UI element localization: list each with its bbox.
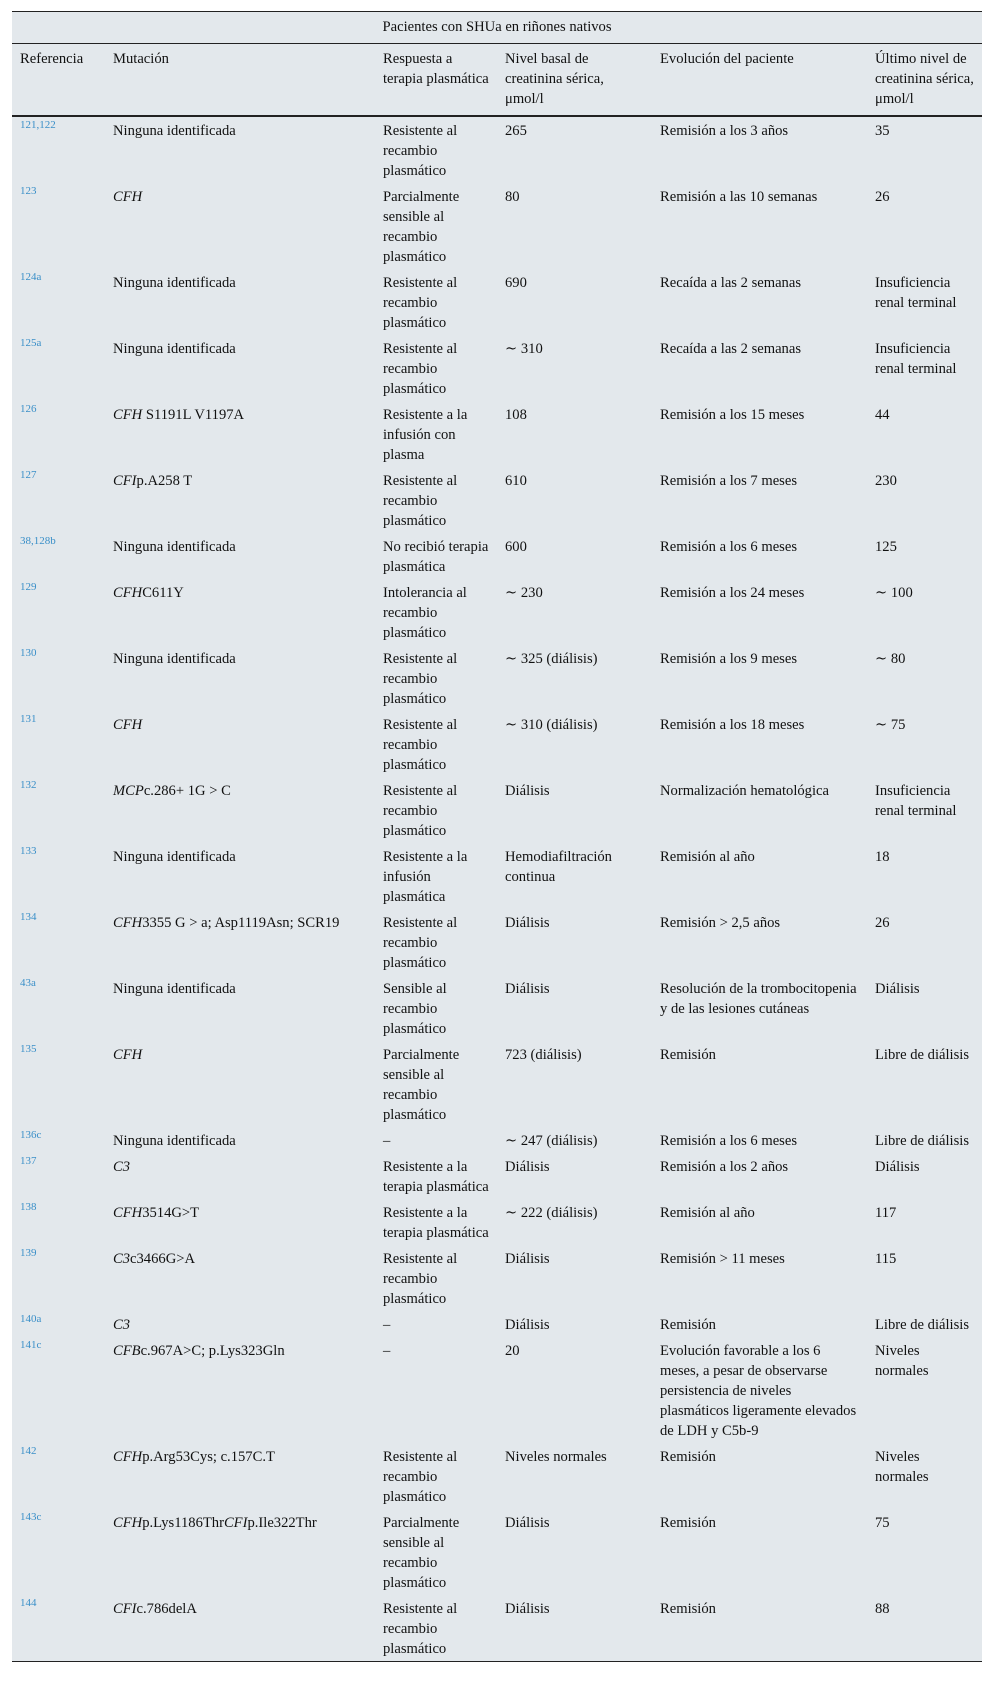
basal-creatinine-cell: 723 (diálisis) xyxy=(505,1047,582,1063)
table-row xyxy=(12,335,982,401)
gene-name: MCP xyxy=(113,783,144,799)
evolution-cell: Remisión a los 15 meses xyxy=(660,407,805,423)
gene-name: CFB xyxy=(113,1343,141,1359)
basal-creatinine-cell: 108 xyxy=(505,407,527,423)
table-row xyxy=(12,975,982,1041)
mutation-detail: Ninguna identificada xyxy=(113,539,236,555)
table-row xyxy=(12,843,982,909)
evolution-cell: Remisión a los 18 meses xyxy=(660,717,805,733)
mutation-cell xyxy=(105,645,375,711)
reference-link[interactable]: 142 xyxy=(20,1445,37,1457)
evolution-cell: Resolución de la trombocitopenia y de las lesiones cutáneas xyxy=(660,981,857,1017)
gene-name: CFH xyxy=(113,407,143,423)
response-cell: Parcialmente sensible al recambio plasmático xyxy=(383,1047,460,1123)
table-row xyxy=(12,1337,982,1443)
basal-creatinine-cell: Niveles normales xyxy=(505,1449,607,1465)
basal-creatinine-cell: Diálisis xyxy=(505,915,550,931)
reference-link[interactable]: 124a xyxy=(20,271,42,283)
response-cell: – xyxy=(383,1343,391,1359)
basal-creatinine-cell: ∼ 310 (diálisis) xyxy=(505,717,598,733)
reference-link[interactable]: 131 xyxy=(20,713,37,725)
evolution-cell: Remisión xyxy=(660,1515,716,1531)
mutation-cell xyxy=(105,1041,375,1127)
last-creatinine-cell: ∼ 80 xyxy=(875,651,906,667)
response-cell: Resistente al recambio plasmático xyxy=(383,783,458,839)
basal-creatinine-cell: ∼ 325 (diálisis) xyxy=(505,651,598,667)
mutation-cell xyxy=(105,975,375,1041)
reference-link[interactable]: 132 xyxy=(20,779,37,791)
gene-name: CFI xyxy=(113,473,137,489)
response-cell: Parcialmente sensible al recambio plasmático xyxy=(383,1515,460,1591)
response-cell: Resistente al recambio plasmático xyxy=(383,341,458,397)
mutation-cell xyxy=(105,401,375,467)
reference-link[interactable]: 127 xyxy=(20,469,37,481)
mutation-detail: p.Lys1186Thr xyxy=(142,1515,224,1531)
last-creatinine-cell: ∼ 100 xyxy=(875,585,913,601)
response-cell: Resistente al recambio plasmático xyxy=(383,651,458,707)
last-creatinine-cell: Diálisis xyxy=(875,1159,920,1175)
mutation-cell xyxy=(105,533,375,579)
last-creatinine-cell: Libre de diálisis xyxy=(875,1047,970,1063)
gene-name: CFI xyxy=(223,1515,248,1531)
table-container xyxy=(12,11,982,1662)
mutation-cell xyxy=(105,467,375,533)
evolution-cell: Remisión a los 6 meses xyxy=(660,539,798,555)
gene-name: CFH xyxy=(113,189,143,205)
response-cell: Resistente a la infusión plasmática xyxy=(383,849,468,905)
table-row xyxy=(12,711,982,777)
mutation-cell xyxy=(105,1595,375,1662)
evolution-cell: Remisión a los 24 meses xyxy=(660,585,805,601)
last-creatinine-cell: 75 xyxy=(875,1515,890,1531)
reference-link[interactable]: 133 xyxy=(20,845,37,857)
reference-link[interactable]: 125a xyxy=(20,337,42,349)
response-cell: Resistente al recambio plasmático xyxy=(383,915,458,971)
evolution-cell: Remisión a las 10 semanas xyxy=(660,189,818,205)
response-cell: Resistente a la terapia plasmática xyxy=(383,1205,489,1241)
evolution-cell: Remisión xyxy=(652,1595,867,1662)
table-row xyxy=(12,579,982,645)
evolution-cell: Remisión xyxy=(660,1449,716,1465)
gene-name: C3 xyxy=(113,1317,131,1333)
mutation-detail: c3466G>A xyxy=(130,1251,196,1267)
table-row xyxy=(12,1041,982,1127)
mutation-cell xyxy=(105,843,375,909)
evolution-cell: Remisión a los 7 meses xyxy=(660,473,798,489)
reference-link[interactable]: 144 xyxy=(12,1595,105,1662)
reference-link[interactable]: 137 xyxy=(20,1155,37,1167)
mutation-detail: c.786delA xyxy=(136,1601,197,1617)
response-cell: Resistente al recambio plasmático xyxy=(375,1595,497,1662)
reference-link[interactable]: 38,128b xyxy=(20,535,56,547)
last-creatinine-cell: 125 xyxy=(875,539,897,555)
table-row xyxy=(12,1245,982,1311)
basal-creatinine-cell: Diálisis xyxy=(505,1515,550,1531)
mutation-detail: Ninguna identificada xyxy=(113,1133,236,1149)
evolution-cell: Normalización hematológica xyxy=(660,783,829,799)
reference-link[interactable]: 135 xyxy=(20,1043,37,1055)
table-row xyxy=(12,777,982,843)
evolution-cell: Remisión > 11 meses xyxy=(660,1251,785,1267)
basal-creatinine-cell: Diálisis xyxy=(505,981,550,997)
response-cell: Intolerancia al recambio plasmático xyxy=(383,585,467,641)
response-cell: No recibió terapia plasmática xyxy=(383,539,489,575)
mutation-detail: 3355 G > a; Asp1119Asn; SCR19 xyxy=(142,915,340,931)
table-row xyxy=(12,183,982,269)
response-cell: Resistente al recambio plasmático xyxy=(383,275,458,331)
last-creatinine-cell: Libre de diálisis xyxy=(875,1317,970,1333)
response-cell: Resistente al recambio plasmático xyxy=(383,717,458,773)
reference-link[interactable]: 139 xyxy=(20,1247,37,1259)
last-creatinine-cell: 26 xyxy=(875,915,890,931)
reference-link[interactable]: 121,122 xyxy=(20,119,56,131)
reference-link[interactable]: 130 xyxy=(20,647,37,659)
response-cell: Resistente al recambio plasmático xyxy=(383,1449,458,1505)
last-creatinine-cell: Insuficiencia renal terminal xyxy=(875,783,957,819)
header-referencia: Referencia xyxy=(12,44,105,117)
response-cell: Resistente a la infusión con plasma xyxy=(383,407,468,463)
mutation-cell xyxy=(105,335,375,401)
last-creatinine-cell: 230 xyxy=(875,473,897,489)
header-evolucion: Evolución del paciente xyxy=(652,44,867,117)
mutation-cell xyxy=(105,1509,375,1595)
basal-creatinine-cell: ∼ 222 (diálisis) xyxy=(505,1205,598,1221)
gene-name: C3 xyxy=(113,1159,131,1175)
reference-link[interactable]: 129 xyxy=(20,581,37,593)
table-row xyxy=(12,533,982,579)
evolution-cell: Remisión a los 2 años xyxy=(660,1159,789,1175)
mutation-detail: c.967A>C; p.Lys323Gln xyxy=(140,1343,285,1359)
evolution-cell: Recaída a las 2 semanas xyxy=(660,341,802,357)
mutation-cell xyxy=(105,116,375,183)
reference-link[interactable]: 134 xyxy=(20,911,37,923)
evolution-cell: Remisión a los 9 meses xyxy=(660,651,798,667)
table-row xyxy=(12,467,982,533)
evolution-cell: Remisión a los 3 años xyxy=(660,123,789,139)
table-caption: Pacientes con SHUa en riñones nativos xyxy=(12,12,982,44)
reference-link[interactable]: 136c xyxy=(20,1129,42,1141)
last-creatinine-cell: Insuficiencia renal terminal xyxy=(875,275,957,311)
basal-creatinine-cell: ∼ 310 xyxy=(505,341,543,357)
gene-name: CFH xyxy=(113,585,143,601)
mutation-cell xyxy=(105,579,375,645)
mutation-cell xyxy=(105,183,375,269)
reference-link[interactable]: 138 xyxy=(20,1201,37,1213)
mutation-cell xyxy=(105,1311,375,1337)
last-creatinine-cell: Niveles normales xyxy=(875,1449,929,1485)
basal-creatinine-cell: 80 xyxy=(505,189,520,205)
mutation-cell xyxy=(105,1245,375,1311)
response-cell: Resistente a la terapia plasmática xyxy=(383,1159,489,1195)
reference-link[interactable]: 123 xyxy=(20,185,37,197)
reference-link[interactable]: 140a xyxy=(20,1313,42,1325)
basal-creatinine-cell: 20 xyxy=(505,1343,520,1359)
last-creatinine-cell: Insuficiencia renal terminal xyxy=(875,341,957,377)
basal-creatinine-cell: Diálisis xyxy=(497,1595,652,1662)
header-mutacion: Mutación xyxy=(105,44,375,117)
basal-creatinine-cell: Diálisis xyxy=(505,1317,550,1333)
table-header-row xyxy=(12,44,982,117)
mutation-detail: c.286+ 1G > C xyxy=(143,783,231,799)
last-creatinine-cell: Diálisis xyxy=(875,981,920,997)
mutation-detail: Ninguna identificada xyxy=(113,849,236,865)
header-ultimo-nivel: Último nivel de creatinina sérica, μmol/l xyxy=(867,44,982,117)
mutation-detail: Ninguna identificada xyxy=(113,651,236,667)
mutation-detail: Ninguna identificada xyxy=(113,275,236,291)
mutation-detail: 3514G>T xyxy=(142,1205,200,1221)
mutation-cell xyxy=(105,777,375,843)
reference-link[interactable]: 141c xyxy=(20,1339,42,1351)
reference-link[interactable]: 126 xyxy=(20,403,37,415)
mutation-cell xyxy=(105,1337,375,1443)
header-respuesta: Respuesta a terapia plasmática xyxy=(375,44,497,117)
mutation-detail: Ninguna identificada xyxy=(113,341,236,357)
table-row xyxy=(12,1595,982,1662)
table-caption-row xyxy=(12,12,982,44)
evolution-cell: Remisión > 2,5 años xyxy=(660,915,781,931)
response-cell: Resistente al recambio plasmático xyxy=(383,1251,458,1307)
evolution-cell: Recaída a las 2 semanas xyxy=(660,275,802,291)
response-cell: Parcialmente sensible al recambio plasmático xyxy=(383,189,460,265)
last-creatinine-cell: Libre de diálisis xyxy=(875,1133,970,1149)
mutation-cell xyxy=(105,1443,375,1509)
mutation-detail: p.A258 T xyxy=(136,473,193,489)
table-row xyxy=(12,1311,982,1337)
table-row xyxy=(12,645,982,711)
response-cell: – xyxy=(383,1317,391,1333)
evolution-cell: Remisión a los 6 meses xyxy=(660,1133,798,1149)
reference-link[interactable]: 143c xyxy=(20,1511,42,1523)
table-row xyxy=(12,1509,982,1595)
data-table xyxy=(12,11,982,1662)
basal-creatinine-cell: Diálisis xyxy=(505,783,550,799)
mutation-detail: Ninguna identificada xyxy=(113,981,236,997)
response-cell: Sensible al recambio plasmático xyxy=(383,981,447,1037)
mutation-detail: S1191L V1197A xyxy=(142,407,245,423)
gene-name: CFI xyxy=(113,1601,137,1617)
table-row xyxy=(12,1127,982,1153)
last-creatinine-cell: 44 xyxy=(875,407,890,423)
evolution-cell: Remisión al año xyxy=(660,1205,755,1221)
mutation-cell xyxy=(105,711,375,777)
mutation-detail: Ninguna identificada xyxy=(113,123,236,139)
last-creatinine-cell: 18 xyxy=(875,849,890,865)
basal-creatinine-cell: Diálisis xyxy=(505,1159,550,1175)
gene-name: CFH xyxy=(113,915,143,931)
last-creatinine-cell: 26 xyxy=(875,189,890,205)
reference-link[interactable]: 43a xyxy=(20,977,36,989)
basal-creatinine-cell: 610 xyxy=(505,473,527,489)
table-row xyxy=(12,1153,982,1199)
mutation-detail: C611Y xyxy=(142,585,184,601)
basal-creatinine-cell: ∼ 230 xyxy=(505,585,543,601)
response-cell: Resistente al recambio plasmático xyxy=(383,473,458,529)
evolution-cell: Evolución favorable a los 6 meses, a pesar de observarse persistencia de niveles plasmáticos ligeramente elevados de LDH y C5b-9 xyxy=(660,1343,857,1439)
mutation-detail: p.Arg53Cys; c.157C.T xyxy=(142,1449,275,1465)
response-cell: – xyxy=(383,1133,391,1149)
mutation-cell xyxy=(105,1127,375,1153)
table-row xyxy=(12,401,982,467)
basal-creatinine-cell: 265 xyxy=(505,123,527,139)
gene-name: CFH xyxy=(113,1449,143,1465)
gene-name: C3 xyxy=(113,1251,131,1267)
last-creatinine-cell: 117 xyxy=(875,1205,897,1221)
mutation-cell xyxy=(105,269,375,335)
mutation-detail: p.Ile322Thr xyxy=(247,1515,317,1531)
last-creatinine-cell: Niveles normales xyxy=(875,1343,929,1379)
evolution-cell: Remisión al año xyxy=(660,849,755,865)
last-creatinine-cell: 115 xyxy=(875,1251,897,1267)
evolution-cell: Remisión xyxy=(660,1047,716,1063)
response-cell: Resistente al recambio plasmático xyxy=(383,123,458,179)
basal-creatinine-cell: Hemodiafiltración continua xyxy=(505,849,612,885)
basal-creatinine-cell: ∼ 247 (diálisis) xyxy=(505,1133,598,1149)
gene-name: CFH xyxy=(113,717,143,733)
evolution-cell: Remisión xyxy=(660,1317,716,1333)
mutation-cell xyxy=(105,909,375,975)
last-creatinine-cell: 88 xyxy=(867,1595,982,1662)
last-creatinine-cell: ∼ 75 xyxy=(875,717,906,733)
last-creatinine-cell: 35 xyxy=(875,123,890,139)
header-nivel-basal: Nivel basal de creatinina sérica, μmol/l xyxy=(497,44,652,117)
mutation-cell xyxy=(105,1199,375,1245)
basal-creatinine-cell: 600 xyxy=(505,539,527,555)
gene-name: CFH xyxy=(113,1515,143,1531)
basal-creatinine-cell: 690 xyxy=(505,275,527,291)
gene-name: CFH xyxy=(113,1205,143,1221)
mutation-cell xyxy=(105,1153,375,1199)
table-row xyxy=(12,116,982,183)
table-row xyxy=(12,1443,982,1509)
table-row xyxy=(12,269,982,335)
table-row xyxy=(12,1199,982,1245)
basal-creatinine-cell: Diálisis xyxy=(505,1251,550,1267)
gene-name: CFH xyxy=(113,1047,143,1063)
table-row xyxy=(12,909,982,975)
